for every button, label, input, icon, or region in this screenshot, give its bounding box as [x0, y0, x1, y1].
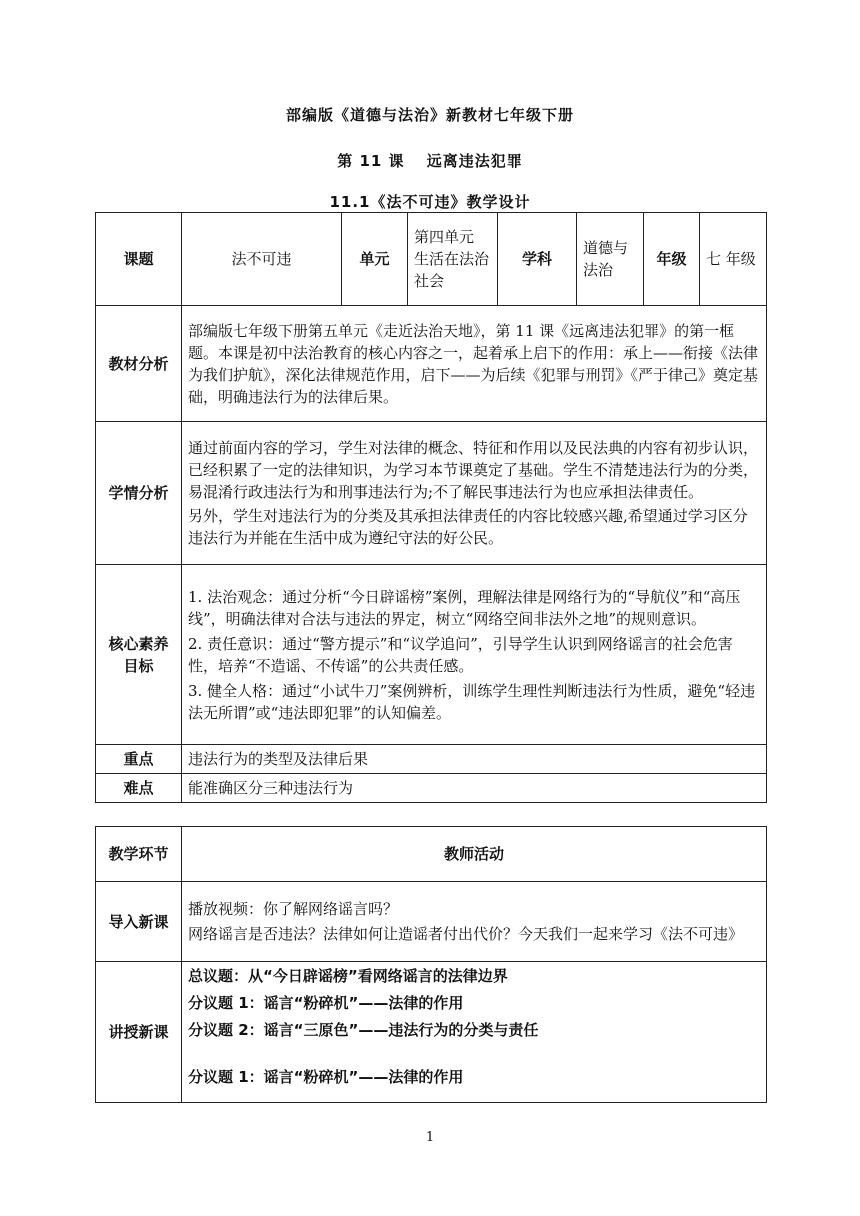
grade-value: 七 年级 [700, 213, 767, 306]
teaching-process-table [95, 826, 767, 1103]
textbook-analysis-label: 教材分析 [96, 306, 182, 422]
topic-label: 课题 [96, 213, 182, 306]
student-analysis-label: 学情分析 [96, 422, 182, 565]
intro-cell [182, 882, 767, 962]
core-goals-label: 核心素养目标 [96, 565, 182, 745]
difficult-point-label: 难点 [96, 774, 182, 803]
teach-cell [182, 962, 767, 1103]
key-point-text: 违法行为的类型及法律后果 [182, 745, 767, 774]
grade-label: 年级 [644, 213, 700, 306]
difficult-point-text: 能准确区分三种违法行为 [182, 774, 767, 803]
topic-value: 法不可违 [182, 213, 342, 306]
intro-label: 导入新课 [96, 882, 182, 962]
teach-line: 分议题 2：谣言“三原色”——违法行为的分类与责任 [188, 1021, 539, 1039]
teach-label: 讲授新课 [96, 962, 182, 1103]
info-row [96, 213, 767, 306]
teach-line: 总议题：从“今日辟谣榜”看网络谣言的法律边界 [188, 967, 508, 985]
core-goals-row [96, 565, 767, 745]
textbook-analysis-row [96, 306, 767, 422]
process-header-row [96, 827, 767, 882]
core-goal-item: 1. 法治观念：通过分析“今日辟谣榜”案例，理解法律是网络行为的“导航仪”和“高压线”，明确法律对合法与违法的界定，树立“网络空间非法外之地”的规则意识。 [188, 587, 741, 628]
core-goals-cell [182, 565, 767, 745]
student-analysis-text-2: 另外，学生对违法行为的分类及其承担法律责任的内容比较感兴趣,希望通过学习区分违法行为并能在生活中成为遵纪守法的好公民。 [188, 507, 748, 547]
lesson-info-table [95, 212, 767, 803]
teach-line: 分议题 1：谣言“粉碎机”——法律的作用 [188, 994, 464, 1012]
subject-label: 学科 [498, 213, 577, 306]
document-subtitle: 11.1《法不可违》教学设计 [329, 193, 531, 211]
unit-label: 单元 [342, 213, 408, 306]
page-number: 1 [425, 1130, 435, 1145]
activity-header: 教师活动 [182, 827, 767, 882]
intro-row [96, 882, 767, 962]
intro-line: 播放视频：你了解网络谣言吗？ [188, 900, 399, 918]
core-goal-item: 3. 健全人格：通过“小试牛刀”案例辨析，训练学生理性判断违法行为性质，避免“轻违法无所谓”或“违法即犯罪”的认知偏差。 [188, 681, 756, 722]
student-analysis-cell [182, 422, 767, 565]
lesson-title: 第 11 课 远离违法犯罪 [337, 152, 523, 170]
subject-value: 道德与法治 [577, 213, 644, 306]
key-point-row [96, 745, 767, 774]
document-title: 部编版《道德与法治》新教材七年级下册 [285, 106, 574, 124]
student-analysis-row [96, 422, 767, 565]
student-analysis-text-1: 通过前面内容的学习，学生对法律的概念、特征和作用以及民法典的内容有初步认识，已经积累了一定的法律知识，为学习本节课奠定了基础。学生不清楚违法行为的分类，易混淆行政违法行为和刑事违法行为;不了解民事违法行为也应承担法律责任。 [188, 439, 759, 501]
textbook-analysis-text: 部编版七年级下册第五单元《走近法治天地》，第 11 课《远离违法犯罪》的第一框题。本课是初中法治教育的核心内容之一，起着承上启下的作用：承上——衔接《法律为我们护航》，深化法律规范作用，启下——为后续《犯罪与刑罚》《严于律己》奠定基础，明确违法行为的法律后果。 [182, 306, 767, 422]
stage-header: 教学环节 [96, 827, 182, 882]
key-point-label: 重点 [96, 745, 182, 774]
difficult-point-row [96, 774, 767, 803]
intro-line: 网络谣言是否违法？法律如何让造谣者付出代价？今天我们一起来学习《法不可违》 [188, 925, 744, 943]
core-goal-item: 2. 责任意识：通过“警方提示”和“议学追问”，引导学生认识到网络谣言的社会危害性，培养“不造谣、不传谣”的公共责任感。 [188, 634, 733, 675]
teach-row [96, 962, 767, 1103]
unit-value: 第四单元 生活在法治社会 [408, 213, 498, 306]
teach-line: 分议题 1：谣言“粉碎机”——法律的作用 [188, 1068, 464, 1086]
